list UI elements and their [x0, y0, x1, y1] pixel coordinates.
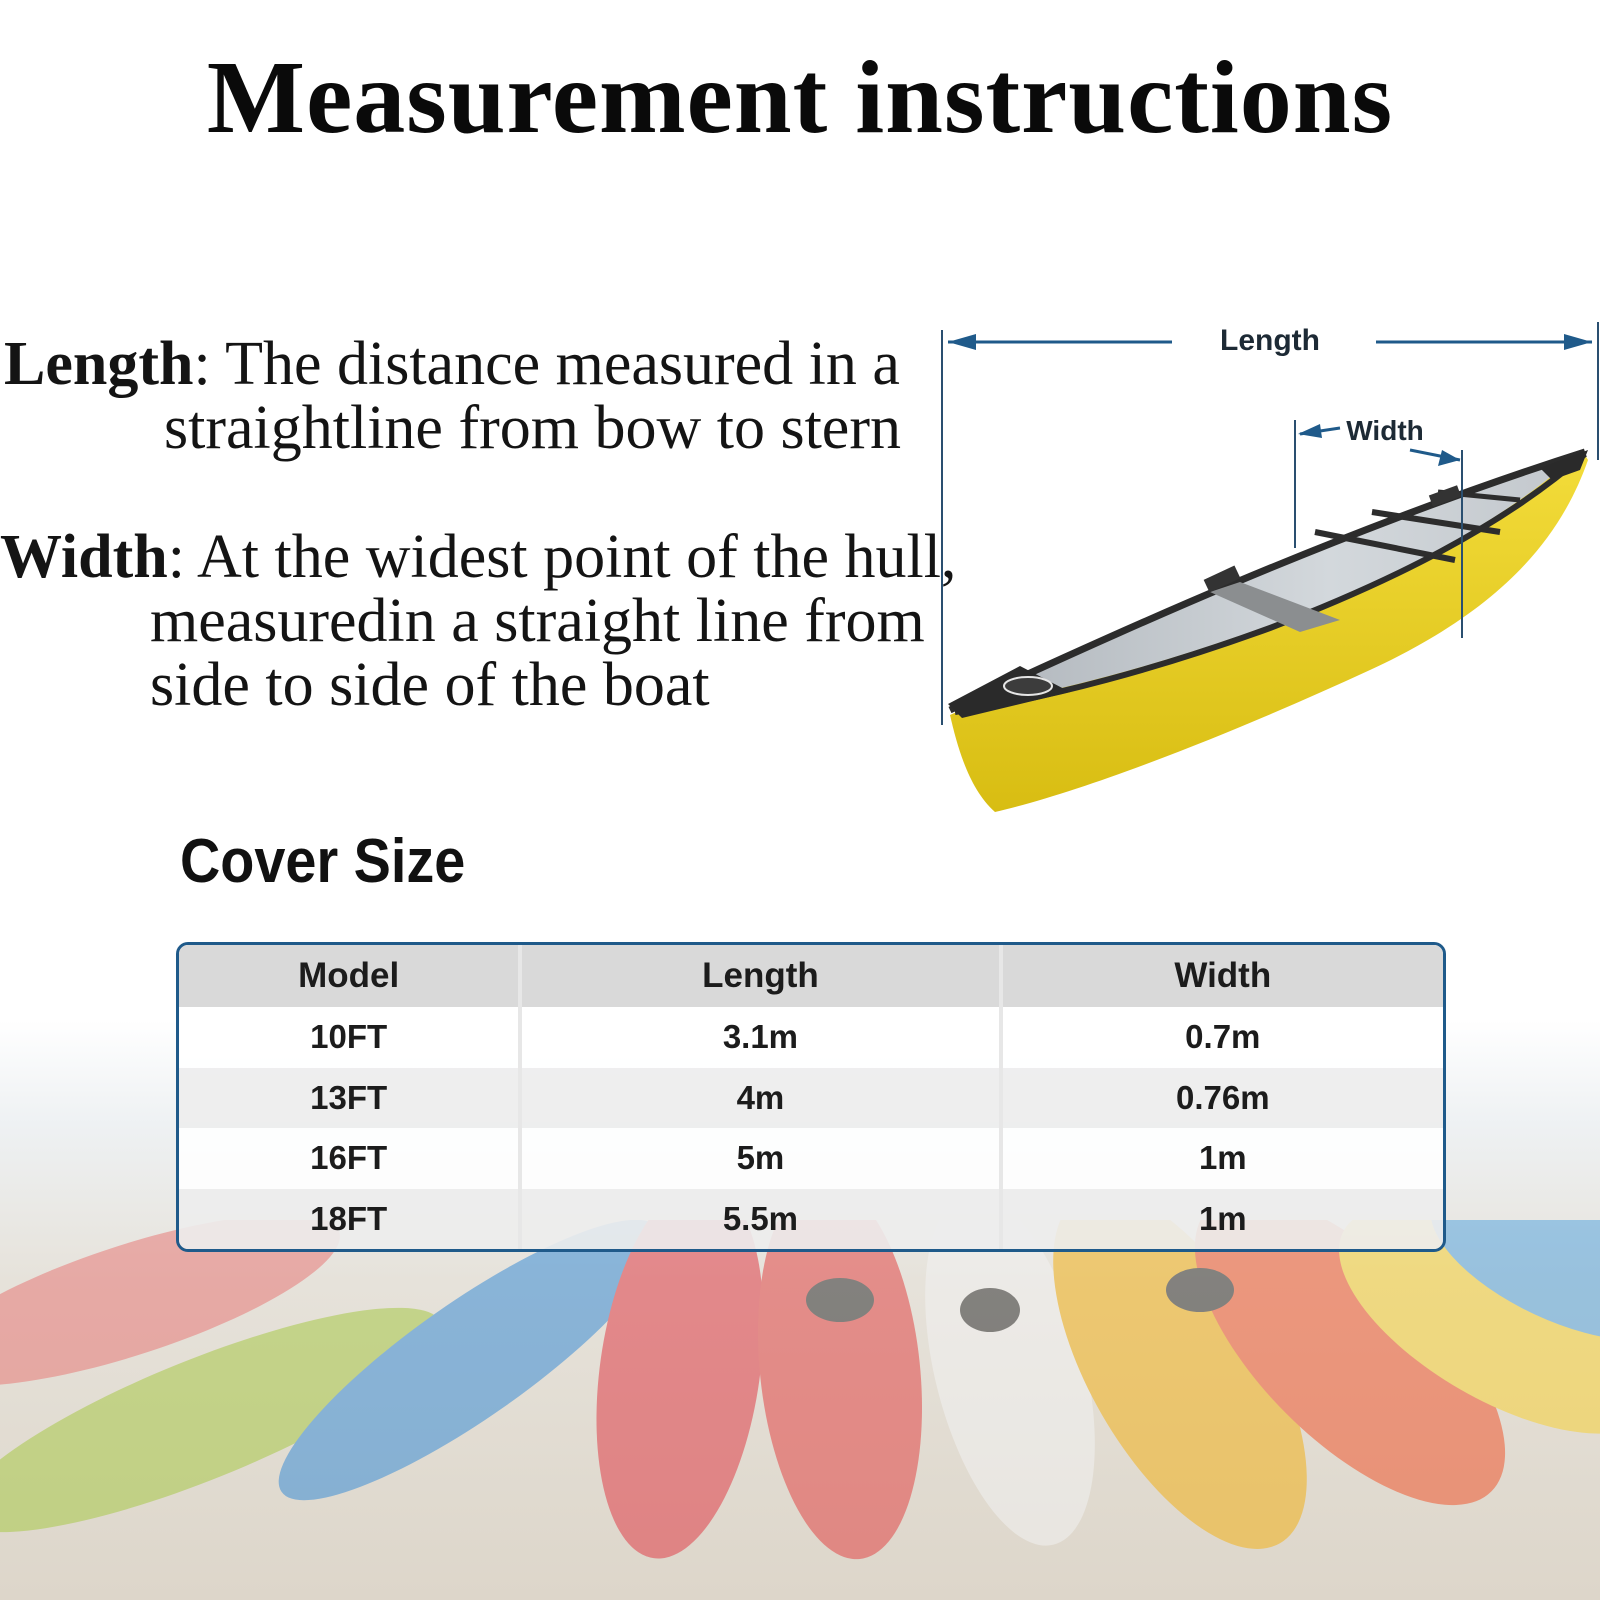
table-header-row: [179, 945, 1443, 1007]
cell-model: 10FT: [179, 1007, 520, 1068]
length-text-line1: : The distance measured in a: [193, 330, 900, 398]
cell-length: 5m: [520, 1128, 1000, 1189]
page-title: Measurement instructions: [206, 40, 1394, 155]
cell-width: 1m: [1001, 1128, 1443, 1189]
width-arrowhead-left: [1298, 424, 1322, 438]
cell-width: 0.7m: [1001, 1007, 1443, 1068]
cell-model: 16FT: [179, 1128, 520, 1189]
header-model: Model: [179, 945, 520, 1007]
cell-length: 3.1m: [520, 1007, 1000, 1068]
table-row: [179, 1068, 1443, 1129]
cover-size-table: [176, 942, 1446, 1252]
length-description: [4, 332, 901, 460]
length-arrowhead-right: [1564, 334, 1592, 350]
width-term: Width: [0, 523, 168, 591]
width-description: [0, 525, 956, 717]
length-text-line2: straightline from bow to stern: [164, 394, 901, 462]
cell-width: 0.76m: [1001, 1068, 1443, 1129]
diagram-width-label: Width: [1346, 415, 1424, 446]
canoe-diagram: [940, 320, 1600, 840]
cell-model: 13FT: [179, 1068, 520, 1129]
cover-size-title: Cover Size: [180, 827, 466, 896]
cell-length: 5.5m: [520, 1189, 1000, 1250]
length-term: Length: [4, 330, 194, 398]
width-text-line2: measuredin a straight line from: [150, 587, 925, 655]
cell-length: 4m: [520, 1068, 1000, 1129]
header-length: Length: [520, 945, 1000, 1007]
table-row: [179, 1007, 1443, 1068]
table-row: [179, 1189, 1443, 1250]
header-width: Width: [1001, 945, 1443, 1007]
cell-model: 18FT: [179, 1189, 520, 1250]
width-text-line1: : At the widest point of the hull,: [167, 523, 957, 591]
length-arrowhead-left: [948, 334, 976, 350]
diagram-length-label: Length: [1220, 324, 1320, 357]
table-row: [179, 1128, 1443, 1189]
kayaks-background-image: [0, 1220, 1600, 1600]
width-text-line3: side to side of the boat: [150, 651, 710, 719]
cell-width: 1m: [1001, 1189, 1443, 1250]
